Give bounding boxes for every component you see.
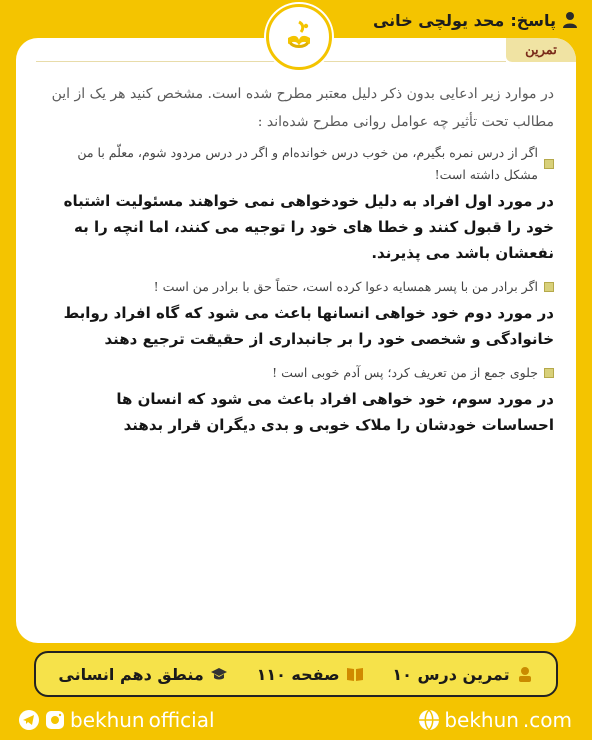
book-icon (346, 665, 364, 683)
exercise-label: تمرین درس ۱۰ (392, 664, 510, 684)
website-prefix: bekhun (444, 708, 519, 732)
bottom-bar (0, 700, 592, 740)
prompt-text: جلوی جمع از من تعریف کرد؛ پس آدم خوبی است ! (272, 365, 538, 380)
student-icon (516, 665, 534, 683)
website-link[interactable] (418, 708, 572, 732)
exercise-content (44, 80, 554, 448)
graduation-cap-icon (210, 665, 228, 683)
book-label: منطق دهم انسانی (58, 664, 204, 684)
prompt-text: اگر از درس نمره بگیرم، من خوب درس خوانده‌ام و اگر در درس مردود شوم، معلّم با من مشکل داشته است! (77, 145, 538, 182)
bullet-icon (544, 282, 554, 292)
list-item (44, 276, 554, 352)
list-item (44, 362, 554, 438)
page-label: صفحه ۱۱۰ (256, 664, 340, 684)
author-name: محد یولچی خانی (372, 10, 505, 30)
bullet-icon (544, 159, 554, 169)
user-icon (562, 11, 578, 29)
telegram-icon[interactable] (18, 709, 40, 731)
bullet-icon (544, 368, 554, 378)
lesson-info-bar (34, 651, 558, 697)
exercise-info (392, 665, 533, 684)
answer-text: در مورد اول افراد به دلیل خودخواهی نمی خواهند مسئولیت اشتباه خود را قبول کنند و خطا های خود را توجیه می کنند، اما انچه را به نفعشان باشد می پذیرند. (63, 192, 554, 262)
social-handle-suffix: official (148, 708, 215, 732)
answer-text: در مورد دوم خود خواهی انسانها باعث می شود که گاه افراد روابط خانوادگی و شخصی خود را بر جانبداری از حقیقت ترجیع دهند (63, 304, 554, 348)
list-item (44, 142, 554, 266)
item-prompt (44, 142, 554, 186)
answer-credit (373, 11, 578, 30)
content-card (16, 38, 576, 643)
prompt-text: اگر برادر من با پسر همسایه دعوا کرده است، حتماً حق با برادر من است ! (153, 279, 538, 294)
item-prompt (44, 362, 554, 384)
website-suffix: .com (522, 708, 572, 732)
answer-label: پاسخ: (510, 10, 556, 30)
bekhun-logo-icon (276, 14, 322, 60)
social-handle[interactable] (18, 708, 215, 732)
book-info (58, 665, 227, 684)
page-info (257, 665, 364, 684)
instagram-icon[interactable] (44, 709, 66, 731)
social-handle-prefix: bekhun (70, 708, 145, 732)
globe-icon[interactable] (418, 709, 440, 731)
divider (36, 61, 506, 62)
exercise-intro: در موارد زیر ادعایی بدون ذکر دلیل معتبر مطرح شده است. مشخص کنید هر یک از این مطالب تحت تأثیر چه عوامل روانی مطرح شده‌اند : (51, 86, 554, 130)
item-prompt (44, 276, 554, 298)
exercise-tab: تمرین (506, 38, 576, 62)
bekhun-logo (266, 4, 332, 70)
answer-text: در مورد سوم، خود خواهی افراد باعث می شود که انسان ها احساسات خودشان را ملاک خوبی و بدی دیگران قرار بدهند (116, 390, 554, 434)
